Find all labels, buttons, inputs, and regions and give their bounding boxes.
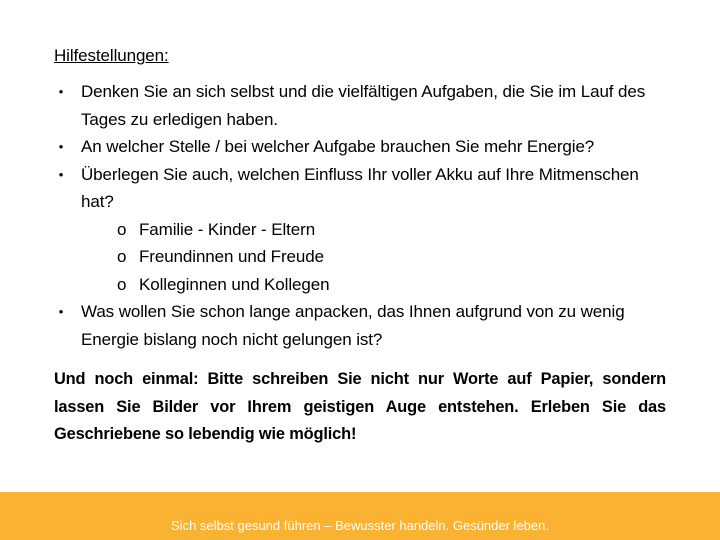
- bullet-item-2: [54, 133, 666, 161]
- sub-bullet-item: [81, 243, 666, 271]
- sub-bullet-icon: o: [117, 247, 127, 266]
- closing-paragraph: Und noch einmal: Bitte schreiben Sie nicht nur Worte auf Papier, sondern lassen Sie Bilder vor Ihrem geistigen Auge entstehen. Erleben Sie das Geschriebene so lebendig wie möglich!: [54, 370, 666, 443]
- bullet-icon: •: [58, 166, 64, 182]
- bullet-icon: •: [58, 304, 64, 319]
- bullet-text: Was wollen Sie schon lange anpacken, das Ihnen aufgrund von zu wenig Energie bislang noch nicht gelungen ist?: [81, 302, 625, 349]
- bullet-item-4: [54, 298, 666, 353]
- bullet-text: Überlegen Sie auch, welchen Einfluss Ihr voller Akku auf Ihre Mitmenschen hat?: [81, 164, 639, 211]
- bullet-icon: •: [58, 139, 64, 154]
- footer-slogan: Sich selbst gesund führen – Bewusster handeln. Gesünder leben.: [171, 518, 549, 533]
- slide-heading: Hilfestellungen:: [54, 46, 169, 65]
- slide-content: [54, 44, 666, 449]
- sub-bullet-text: Kolleginnen und Kollegen: [139, 274, 330, 294]
- sub-bullet-item: [81, 216, 666, 244]
- bullet-item-3: [54, 161, 666, 299]
- sub-bullet-icon: o: [117, 219, 127, 239]
- bullet-item-1: [54, 78, 666, 133]
- bullet-text: Denken Sie an sich selbst und die vielfältigen Aufgaben, die Sie im Lauf des Tages zu erledigen haben.: [81, 82, 646, 129]
- bullet-icon: •: [58, 84, 64, 99]
- sub-bullet-text: Familie - Kinder - Eltern: [139, 219, 316, 239]
- bullet-list: [54, 78, 666, 353]
- bullet-text: An welcher Stelle / bei welcher Aufgabe brauchen Sie mehr Energie?: [81, 137, 595, 156]
- sub-bullet-item: [81, 271, 666, 299]
- sub-bullet-text: Freundinnen und Freude: [139, 247, 324, 266]
- sub-bullet-list: [81, 216, 666, 299]
- sub-bullet-icon: o: [117, 274, 127, 294]
